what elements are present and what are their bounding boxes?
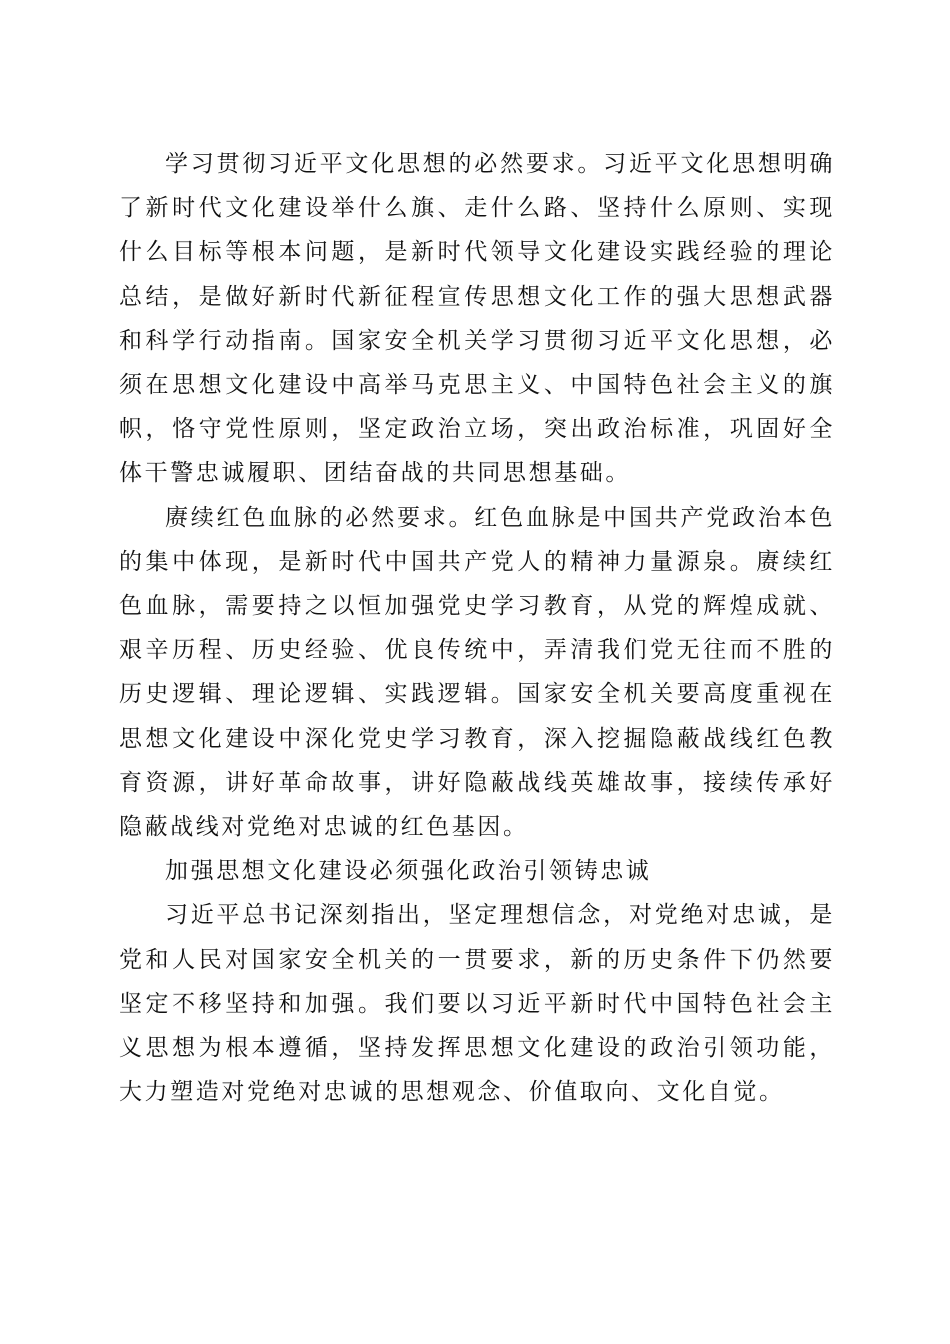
paragraph-loyalty: 习近平总书记深刻指出，坚定理想信念，对党绝对忠诚，是党和人民对国家安全机关的一贯要求，新的历史条件下仍然要坚定不移坚持和加强。我们要以习近平新时代中国特色社会主义思想为根本遵循，坚持发挥思想文化建设的政治引领功能，大力塑造对党绝对忠诚的思想观念、价值取向、文化自觉。 xyxy=(119,902,835,1106)
section-heading-political-guidance: 加强思想文化建设必须强化政治引领铸忠诚 xyxy=(165,858,652,885)
document-body xyxy=(119,142,835,1114)
paragraph-cultural-thought: 学习贯彻习近平文化思想的必然要求。习近平文化思想明确了新时代文化建设举什么旗、走什么路、坚持什么原则、实现什么目标等根本问题，是新时代领导文化建设实践经验的理论总结，是做好新时代新征程宣传思想文化工作的强大思想武器和科学行动指南。国家安全机关学习贯彻习近平文化思想，必须在思想文化建设中高举马克思主义、中国特色社会主义的旗帜，恪守党性原则，坚定政治立场，突出政治标准，巩固好全体干警忠诚履职、团结奋战的共同思想基础。 xyxy=(119,151,835,487)
paragraph-red-bloodline: 赓续红色血脉的必然要求。红色血脉是中国共产党政治本色的集中体现，是新时代中国共产党人的精神力量源泉。赓续红色血脉，需要持之以恒加强党史学习教育，从党的辉煌成就、艰辛历程、历史经验、优良传统中，弄清我们党无往而不胜的历史逻辑、理论逻辑、实践逻辑。国家安全机关要高度重视在思想文化建设中深化党史学习教育，深入挖掘隐蔽战线红色教育资源，讲好革命故事，讲好隐蔽战线英雄故事，接续传承好隐蔽战线对党绝对忠诚的红色基因。 xyxy=(119,504,835,841)
